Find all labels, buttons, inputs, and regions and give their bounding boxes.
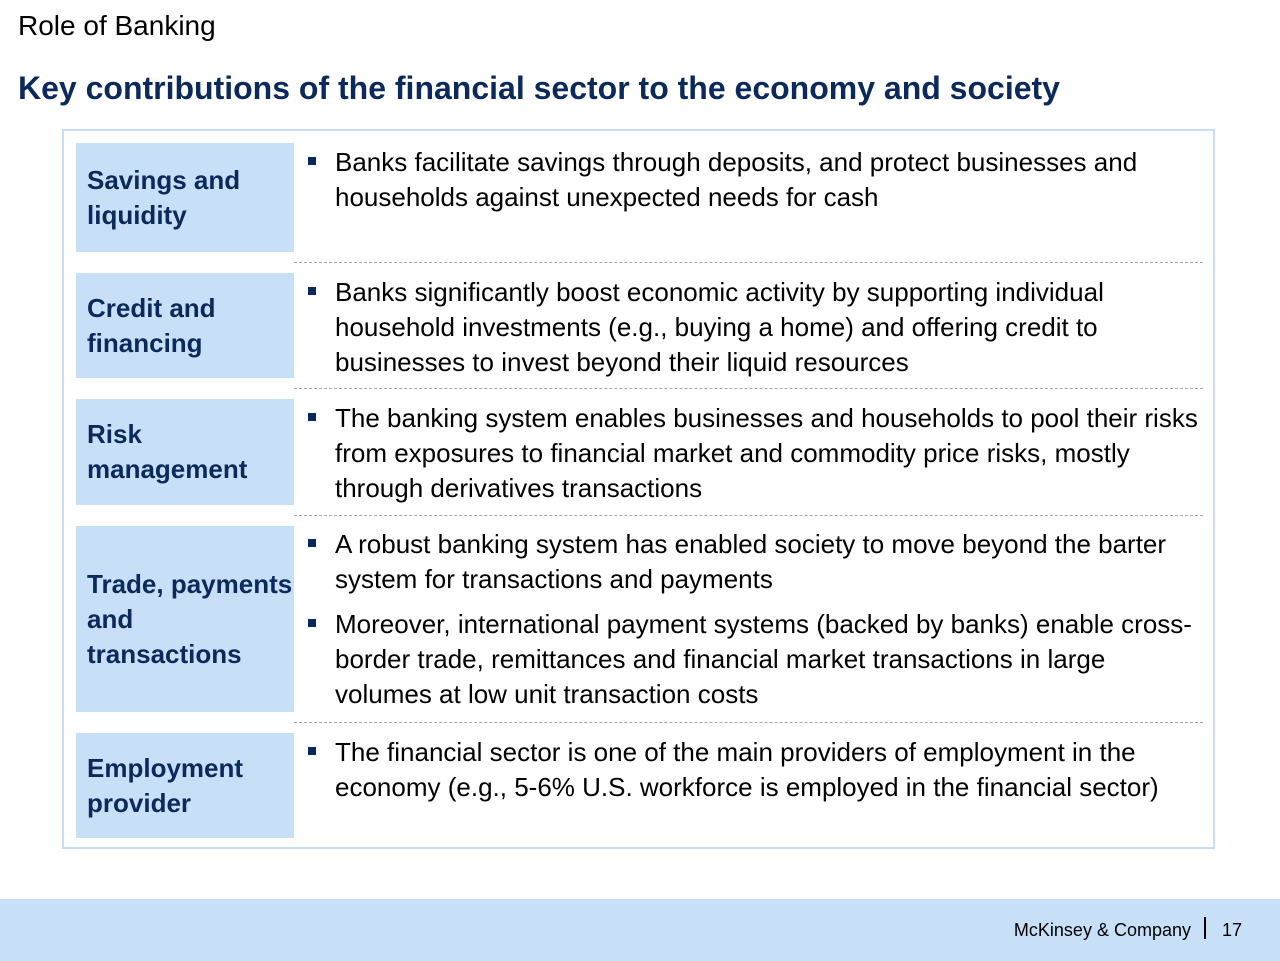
row-divider — [294, 515, 1203, 516]
category-label: Employment provider — [87, 752, 244, 818]
page-number: 17 — [1222, 920, 1243, 940]
category-credit-financing — [76, 273, 294, 378]
contributions-panel — [62, 129, 1215, 849]
bullet-text: Banks significantly boost economic activity by supporting individual household investments (e.g., buying a home) and offering credit to businesses to invest beyond their liquid resources — [335, 277, 1104, 377]
bullet-square-icon — [308, 747, 316, 755]
footer-bar — [0, 899, 1280, 961]
category-employment-provider — [76, 733, 294, 838]
bullet-text: The banking system enables businesses and households to pool their risks from exposures to financial market and commodity price risks, mostly through derivatives transactions — [335, 403, 1198, 503]
category-trade-payments — [76, 526, 294, 712]
bullet-text: A robust banking system has enabled society to move beyond the barter system for transactions and payments — [335, 529, 1167, 594]
category-label: Credit and financing — [87, 292, 216, 358]
bullet-square-icon — [308, 287, 316, 295]
bullet-square-icon — [308, 157, 316, 165]
category-label: Risk management — [87, 419, 248, 484]
category-label: Savings and liquidity — [87, 164, 241, 230]
bullet-item — [308, 607, 1198, 712]
row-divider — [294, 722, 1203, 723]
row-divider — [294, 262, 1203, 263]
row-divider — [294, 388, 1203, 389]
bullet-square-icon — [308, 413, 316, 421]
bullet-item — [308, 275, 1198, 380]
bullet-item — [308, 527, 1198, 597]
bullet-item — [308, 401, 1198, 506]
bullet-square-icon — [308, 539, 316, 547]
category-label: Trade, payments and transactions — [87, 568, 293, 669]
section-label: Role of Banking — [18, 10, 216, 41]
category-risk-management — [76, 399, 294, 505]
bullet-text: Moreover, international payment systems (backed by banks) enable cross-border trade, remittances and financial market transactions in large volumes at low unit transaction costs — [335, 609, 1192, 709]
bullet-text: The financial sector is one of the main providers of employment in the economy (e.g., 5-6% U.S. workforce is employed in the financial sector) — [335, 737, 1159, 802]
category-savings-liquidity — [76, 143, 294, 252]
footer-company: McKinsey & Company — [1013, 920, 1191, 940]
bullet-text: Banks facilitate savings through deposits, and protect businesses and households against unexpected needs for cash — [335, 147, 1138, 212]
bullet-item — [308, 735, 1198, 805]
bullet-square-icon — [308, 619, 316, 627]
bullet-item — [308, 145, 1198, 215]
footer-separator — [1204, 917, 1206, 939]
page-title: Key contributions of the financial sector to the economy and society — [18, 70, 1060, 106]
